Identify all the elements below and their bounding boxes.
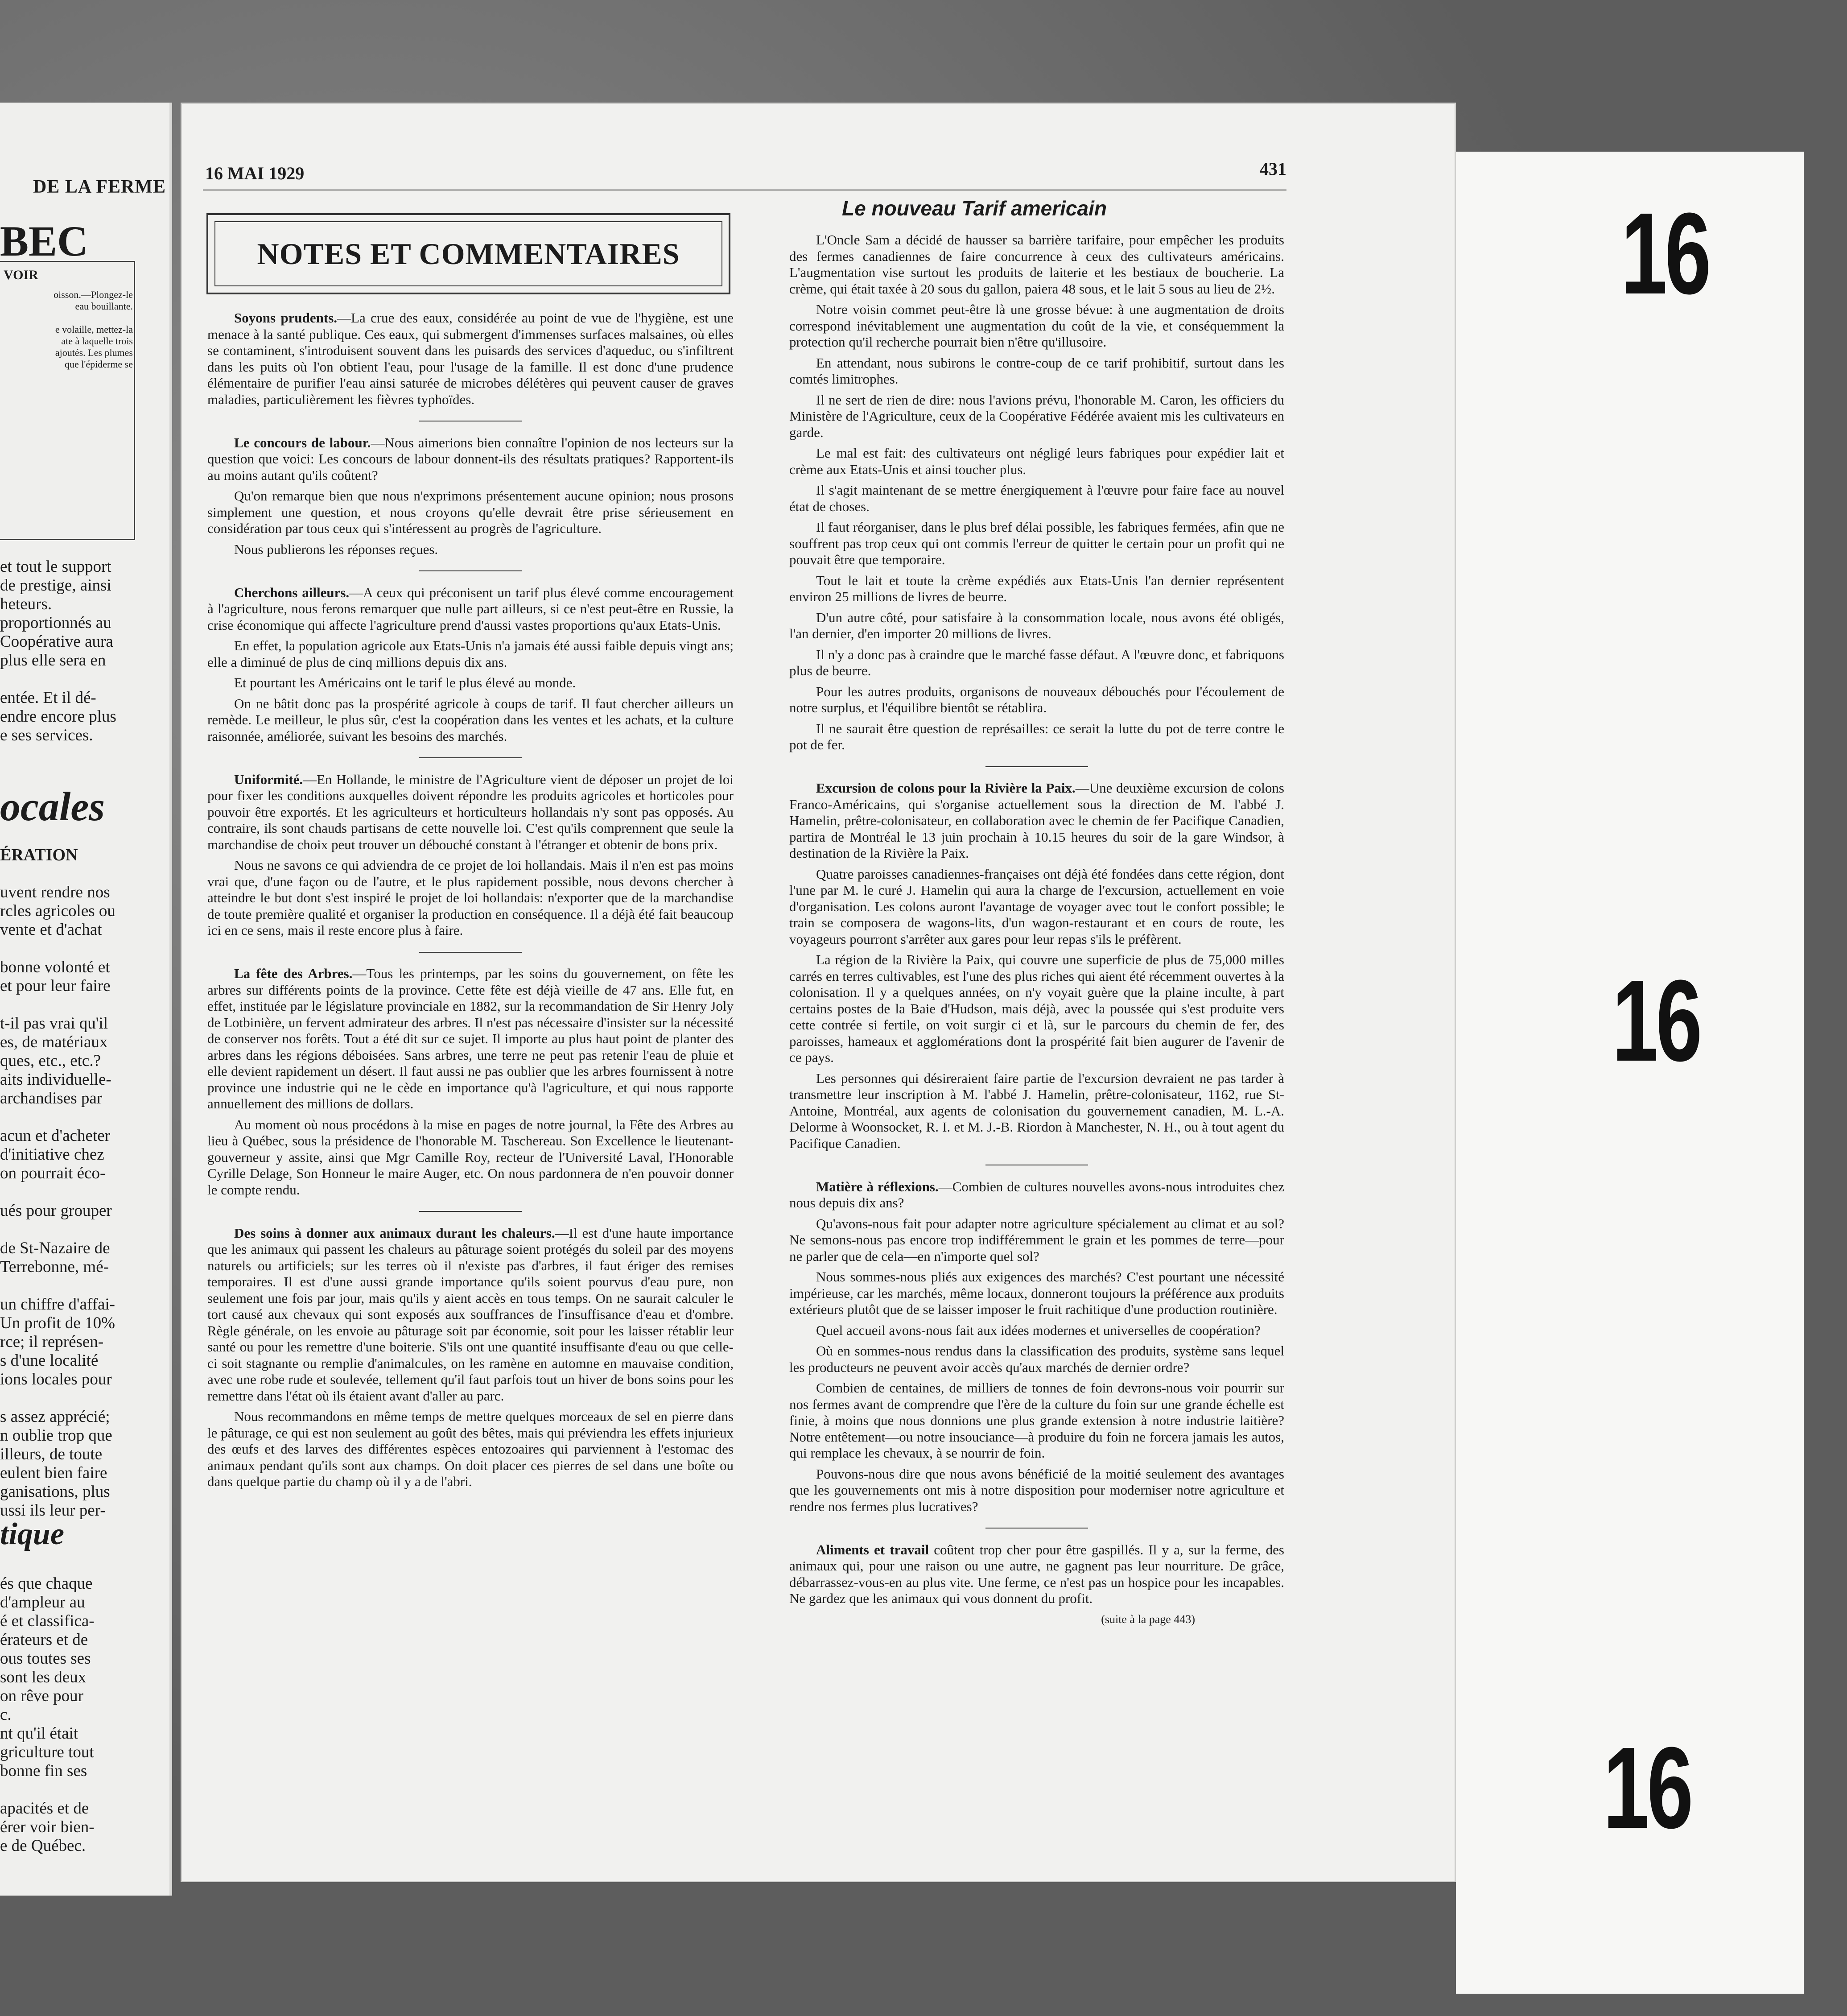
article-heading: Aliments et travail: [816, 1541, 929, 1557]
text-line: eulent bien faire: [0, 1464, 107, 1482]
article-text: Les personnes qui désireraient faire partie de l'excursion devraient ne pas tarder à transmettre leur inscription à M. l'abbé J. Hamelin, prêtre-colonisateur, 1162, rue St-Antoine, Montréal, aux agents de colonisation du gouvernement canadien, M. L.-A. Delorme à Woonsocket, R. I. et M. J.-B. Riordon à Manchester, N. H., ou à tout agent du Pacifique Canadien.: [789, 1070, 1284, 1151]
box-text-line: e volaille, mettez-la: [55, 324, 133, 335]
article-paragraph: [789, 1216, 1284, 1265]
article-paragraph: [789, 1269, 1284, 1318]
article-paragraph: [789, 1322, 1284, 1339]
article-heading: Excursion de colons pour la Rivière la Paix.: [816, 780, 1076, 796]
section-divider: [789, 758, 1284, 774]
box-text-line: oisson.—Plongez-le: [54, 289, 133, 300]
text-line: ous toutes ses: [0, 1649, 91, 1668]
article-text: Le mal est fait: des cultivateurs ont négligé leurs fabriques pour expédier lait et crème aux Etats-Unis et ainsi toucher plus.: [789, 445, 1284, 477]
article-paragraph: [789, 573, 1284, 605]
article-text: Qu'avons-nous fait pour adapter notre agriculture spécialement au climat et au sol? Ne semons-nous pas encore trop indifféremment le grain et les pommes de terre—pour ne parler que de cela—en n'importe quel sol?: [789, 1215, 1284, 1264]
text-line: illeurs, de toute: [0, 1445, 103, 1463]
article-paragraph: [207, 638, 734, 670]
text-line: t-il pas vrai qu'il: [0, 1014, 108, 1033]
text-line: [0, 1220, 165, 1239]
article-text: En effet, la population agricole aux Etats-Unis n'a jamais été aussi faible depuis vingt ans; elle a diminué de plus de cinq millions depuis dix ans.: [207, 638, 734, 670]
section-divider: [207, 943, 734, 960]
section-divider: [207, 749, 734, 765]
article-paragraph: [207, 488, 734, 537]
text-line: et tout le support: [0, 558, 111, 576]
article-text: Nous ne savons ce qui adviendra de ce projet de loi hollandais. Mais il n'en est pas moins vrai que, d'une façon ou de l'autre, et le plus rapidement possible, nous devons chercher à atteindre le but dont s'est inspiré le projet de loi hollandais: n'exporter que de la marchandise de toute première qualité et organiser la production en conséquence. Il a déjà été fait beaucoup ici en ce sens, mais il reste encore plus à faire.: [207, 857, 734, 938]
text-line: d'initiative chez: [0, 1145, 104, 1164]
article-text: Il ne saurait être question de représailles: ce serait la lutte du pot de terre contre le pot de fer.: [789, 720, 1284, 752]
text-line: [0, 1277, 165, 1295]
article-heading: Matière à réflexions.: [816, 1178, 939, 1194]
text-line: rcles agricoles ou: [0, 902, 115, 920]
box-text-line: que l'épiderme se: [64, 359, 133, 370]
left-page-header: DE LA FERME: [33, 177, 166, 197]
box-text-line: ate à laquelle trois: [61, 335, 133, 347]
text-line: acun et d'acheter: [0, 1127, 111, 1145]
page-marker-strip: [1456, 152, 1804, 1994]
left-column: [207, 310, 734, 1495]
article-text: Quel accueil avons-nous fait aux idées modernes et universelles de coopération?: [816, 1322, 1261, 1338]
text-line: on rêve pour: [0, 1687, 83, 1705]
text-line: heteurs.: [0, 595, 52, 613]
article-paragraph: [789, 482, 1284, 515]
article-text: En attendant, nous subirons le contre-coup de ce tarif prohibitif, surtout dans les comtés limitrophes.: [789, 355, 1284, 387]
text-line: on pourrait éco-: [0, 1164, 106, 1182]
text-line: [0, 939, 165, 958]
section-divider: [207, 412, 734, 429]
article-text: —Combien de cultures nouvelles avons-nous introduites chez nous depuis dix ans?: [789, 1178, 1284, 1210]
article-paragraph: [789, 866, 1284, 948]
article-paragraph: [207, 857, 734, 939]
article-lead-paragraph: [207, 435, 734, 484]
article-text: —Nous aimerions bien connaître l'opinion de nos lecteurs sur la question que voici: Les concours de labour donnent-ils des résultats pratiques? Rapportent-ils au moins autant qu'ils coûtent?: [207, 434, 734, 483]
page-marker-top: 16: [1621, 189, 1709, 318]
article-heading: Cherchons ailleurs.: [234, 584, 350, 600]
left-page-text-c: [0, 1574, 165, 1855]
article-lead-paragraph: [207, 585, 734, 634]
text-line: bonne volonté et: [0, 958, 110, 976]
text-line: ués pour grouper: [0, 1202, 112, 1220]
article-text: Il n'y a donc pas à craindre que le marché fasse défaut. A l'œuvre donc, et fabriquons plus de beurre.: [789, 646, 1284, 678]
box-text-line: [4, 312, 133, 324]
article-paragraph: [207, 1117, 734, 1198]
text-line: griculture tout: [0, 1743, 94, 1761]
article-text: Tout le lait et toute la crème expédiés aux Etats-Unis l'an dernier représentent environ 25 millions de livres de beurre.: [789, 572, 1284, 604]
text-line: de St-Nazaire de: [0, 1239, 110, 1257]
text-line: [0, 670, 165, 689]
box-text-line: ajoutés. Les plumes: [55, 347, 133, 358]
left-page-title: BEC: [0, 217, 88, 265]
text-line: c.: [0, 1706, 12, 1724]
article-text: Combien de centaines, de milliers de tonnes de foin devrons-nous voir pourrir sur nos fermes avant de comprendre que l'ère de la culture du foin sur une grande échelle est finie, à moins que nous donnions une plus grande extension à notre industrie laitière? Notre entêtement—ou notre insouciance—à produire du foin ne forcera jamais les autos, qui remplace les chevaux, à se nourrir de foin.: [789, 1380, 1284, 1461]
article-text: Pouvons-nous dire que nous avons bénéficié de la moitié seulement des avantages que les gouvernements ont mis à notre disposition pour moderniser notre agriculture et rendre nos fermes plus lucratives?: [789, 1466, 1284, 1514]
text-line: [0, 1183, 165, 1202]
text-line: archandises par: [0, 1089, 103, 1107]
section-title: NOTES ET COMMENTAIRES: [214, 221, 722, 286]
section-title-box: [206, 213, 730, 294]
article-text: Nous publierons les réponses reçues.: [234, 541, 438, 557]
page-marker-middle: 16: [1612, 956, 1700, 1086]
article-paragraph: [789, 647, 1284, 679]
page-date: 16 MAI 1929: [205, 163, 305, 183]
right-column-title: Le nouveau Tarif americain: [842, 197, 1107, 220]
text-line: apacités et de: [0, 1799, 89, 1818]
right-column: [789, 232, 1284, 1628]
article-paragraph: [207, 1409, 734, 1490]
article-text: —La crue des eaux, considérée au point de vue de l'hygiène, est une menace à la santé publique. Ces eaux, qui submergent d'immenses surfaces malsaines, où elles se contaminent, s'introduisent souvent dans les puisards des services d'aqueduc, ou s'infiltrent dans les puits où l'on obtient l'eau, pour l'usage de la famille. Il est donc d'une prudence élémentaire de purifier l'eau ainsi saturée de microbes délétères qui peuvent causer de graves maladies, particulièrement les fièvres typhoïdes.: [207, 310, 734, 407]
page-number: 431: [1260, 159, 1286, 179]
text-line: [0, 1108, 165, 1127]
article-heading: Le concours de labour.: [234, 434, 371, 450]
article-paragraph: [207, 675, 734, 691]
article-text: —Tous les printemps, par les soins du gouvernement, on fête les arbres sur différents points de la province. Cette fête est déjà vieille de 47 ans. Elle fut, en effet, instituée par le législature provinciale en 1882, sur la recommandation de Sir Henry Joly de Lotbinière, un fervent admirateur des arbres. Il n'est pas nécessaire d'insister sur la nécessité de conserver nos forêts. Tout a été dit sur ce sujet. Il importe au plus haut point de planter des arbres dans les régions déboisées. Sans arbres, une terre ne peut pas retenir l'eau de pluie et elle devient rapidement un désert. Il faut aussi ne pas oublier que les arbres fournissent à notre province une industrie qui ne le cède en importance qu'à l'agriculture, et qui nous rapporte annuellement des millions de dollars.: [207, 966, 734, 1111]
article-paragraph: [207, 541, 734, 558]
article-text: Il ne sert de rien de dire: nous l'avions prévu, l'honorable M. Caron, les officiers du Ministère de l'Agriculture, ceux de la Coopérative Fédérée avaient mis les cultivateurs en garde.: [789, 392, 1284, 440]
text-line: e ses services.: [0, 726, 93, 744]
article-heading: La fête des Arbres.: [234, 966, 353, 981]
left-page-section-heading: ocales: [0, 784, 105, 829]
article-text: Il s'agit maintenant de se mettre énergiquement à l'œuvre pour faire face au nouvel état de choses.: [789, 482, 1284, 514]
text-line: Un profit de 10%: [0, 1314, 115, 1332]
text-line: és que chaque: [0, 1574, 93, 1593]
text-line: é et classifica-: [0, 1612, 95, 1630]
article-text: —En Hollande, le ministre de l'Agriculture vient de déposer un projet de loi pour fixer les conditions auxquelles doivent répondre les produits agricoles et horticoles pour pouvoir être exportés. Et les agriculteurs et horticulteurs hollandais n'y sont pas opposés. Au contraire, ils sont chauds partisans de cette nouvelle loi. C'est qu'ils comprennent que seule la marchandise de choix peut trouver un débouché constant à l'étranger et obtenir de bons prix.: [207, 771, 734, 852]
article-paragraph: [789, 232, 1284, 297]
newspaper-page: [181, 103, 1456, 1882]
left-box-title: VOIR: [4, 268, 38, 282]
article-lead-paragraph: [789, 780, 1284, 862]
article-lead-paragraph: [207, 310, 734, 408]
text-line: ussi ils leur per-: [0, 1501, 106, 1520]
article-paragraph: [789, 1343, 1284, 1376]
article-text: Au moment où nous procédons à la mise en pages de notre journal, la Fête des Arbres au lieu à Québec, sous la présidence de l'honorable M. Taschereau. Son Excellence le lieutenant-gouverneur y assite, ainsi que Mgr Camille Roy, recteur de l'Université Laval, l'Honorable Cyrille Delage, Son Honneur le maire Auger, etc. On nous pardonnera de n'en pouvoir donner le compte rendu.: [207, 1116, 734, 1198]
article-text: Quatre paroisses canadiennes-françaises ont déjà été fondées dans cette région, dont l'une par M. le curé J. Hamelin qui aura la charge de l'excursion, actuellement en voie d'organisation. Les colons auront l'avantage de voyager avec tout le confort possible; le train se composera de wagons-lits, d'un wagon-restaurant et en cours de route, les voyageurs pourront s'arrêter aux gares pour leur repas s'ils le préfèrent.: [789, 866, 1284, 947]
article-paragraph: [789, 392, 1284, 441]
text-line: entée. Et il dé-: [0, 689, 96, 707]
text-line: érer voir bien-: [0, 1818, 95, 1836]
article-text: —Il est d'une haute importance que les animaux qui passent les chaleurs au pâturage soient protégés du soleil par des moyens naturels ou artificiels; sur les terres où il n'existe pas d'arbres, il faut ériger des remises temporaires. Il est d'une aussi grande importance qu'ils soient pourvus d'eau pure, non seulement une fois par jour, mais qu'ils y aient accès en tous temps. On ne saurait calculer le tort causé aux chevaux qui sont exposés aux souffrances de l'insuffisance d'eau et d'ombre. Règle générale, on les envoie au pâturage soit par économie, soit pour les laisser rétablir leur santé ou pour les remettre d'une boiterie. S'ils ont une quantité insuffisante d'eau ou que celle-ci soit stagnante ou remplie d'animalcules, on les ramène en automne en mauvaise condition, avec une robe rude et soulevée, tellement qu'il faut parfois tout un hiver de bons soins pour les remettre dans l'état où ils étaient avant d'aller au parc.: [207, 1225, 734, 1404]
article-text: L'Oncle Sam a décidé de hausser sa barrière tarifaire, pour empêcher les produits des fermes canadiennes de faire concurrence à ceux des cultivateurs américains. L'augmentation vise surtout les produits de laiterie et les bestiaux de boucherie. La crème, qui était taxée à 20 sous du gallon, paiera 48 sous, et le lait 5 sous au lieu de 2½.: [789, 232, 1284, 297]
text-line: e de Québec.: [0, 1837, 86, 1855]
box-text-line: eau bouillante.: [75, 301, 133, 312]
page-marker-bottom: 16: [1603, 1723, 1691, 1853]
text-line: ganisations, plus: [0, 1483, 110, 1501]
article-paragraph: [789, 721, 1284, 753]
text-line: [0, 1389, 165, 1408]
text-line: s d'une localité: [0, 1351, 99, 1370]
section-divider: [207, 1202, 734, 1219]
article-text: D'un autre côté, pour satisfaire à la consommation locale, nous avons été obligés, l'an dernier, d'en importer 20 millions de livres.: [789, 609, 1284, 641]
article-paragraph: [789, 684, 1284, 716]
text-line: vente et d'achat: [0, 921, 102, 939]
text-line: nt qu'il était: [0, 1724, 78, 1743]
article-text: Pour les autres produits, organisons de nouveaux débouchés pour l'écoulement de notre surplus, et l'équilibre bientôt se rétablira.: [789, 683, 1284, 715]
section-divider: [789, 1519, 1284, 1536]
article-paragraph: [789, 1070, 1284, 1152]
article-text: —Une deuxième excursion de colons Franco-Américains, qui s'organise actuellement sous la direction de M. l'abbé J. Hamelin, prêtre-colonisateur, en collaboration avec le chemin de fer Pacifique Canadien, partira de Montréal le 13 juin prochain à 10.15 heures du soir de la gare Windsor, à destination de la Rivière la Paix.: [789, 780, 1284, 861]
article-text: La région de la Rivière la Paix, qui couvre une superficie de plus de 75,000 milles carrés en terres cultivables, est l'une des plus riches qui aient été récemment ouvertes à la colonisation. Il y a quelques années, on n'y voyait guère que la plaine inculte, à part certains postes de la Baie d'Hudson, mais déjà, avec la poussée qui s'est produite vers cette contrée si fertile, on voit surgir ci et là, sur le parcours du chemin de fer, des paroisses, hameaux et agglomérations dont la prospérité fait bien augurer de l'avenir de ce pays.: [789, 952, 1284, 1065]
text-line: aits individuelle-: [0, 1070, 111, 1089]
article-text: Notre voisin commet peut-être là une grosse bévue: à une augmentation de droits correspond inévitablement une augmentation du coût de la vie, et conséquemment la protection qu'il recherche pourrait bien n'être qu'illusoire.: [789, 302, 1284, 350]
article-text: Nous recommandons en même temps de mettre quelques morceaux de sel en pierre dans le pâturage, ce qui est non seulement au goût des bêtes, mais qui préviendra les effets injurieux des œufs et des larves des différentes espèces entozoaires qui parviennent à l'estomac des animaux pendant qu'ils sont aux champs. On doit placer ces pierres de sel dans une boîte ou dans quelque partie du champ où il y a de l'abri.: [207, 1409, 734, 1489]
text-line: plus elle sera en: [0, 651, 106, 669]
text-line: de prestige, ainsi: [0, 576, 111, 595]
article-lead-paragraph: [207, 1225, 734, 1405]
article-heading: Uniformité.: [234, 771, 303, 787]
article-text: Où en sommes-nous rendus dans la classification des produits, système sans lequel les producteurs ne peuvent avoir accès qu'aux marchés de dernier ordre?: [789, 1343, 1284, 1375]
text-line: et pour leur faire: [0, 977, 111, 995]
left-page-box: [0, 261, 135, 540]
article-lead-paragraph: [207, 966, 734, 1112]
left-box-text: [4, 289, 133, 370]
left-page-section-heading-2: tique: [0, 1517, 64, 1551]
text-line: es, de matériaux: [0, 1033, 108, 1051]
text-line: endre encore plus: [0, 707, 116, 726]
left-page-text-a: [0, 558, 165, 745]
left-page-text-b: [0, 883, 165, 1520]
article-text: Et pourtant les Américains ont le tarif le plus élevé au monde.: [234, 675, 576, 690]
article-text: Nous sommes-nous pliés aux exigences des marchés? C'est pourtant une nécessité impérieuse, car les marchés, même locaux, donneront toujours la préférence aux produits extérieurs plutôt que de se laisser imposer le fruit rachitique d'une production routinière.: [789, 1269, 1284, 1317]
text-line: Coopérative aura: [0, 632, 113, 651]
text-line: rce; il représen-: [0, 1333, 104, 1351]
text-line: d'ampleur au: [0, 1593, 85, 1611]
text-line: ques, etc., etc.?: [0, 1052, 101, 1070]
article-lead-paragraph: [789, 1542, 1284, 1607]
text-line: proportionnés au: [0, 614, 111, 632]
text-line: sont les deux: [0, 1668, 87, 1686]
text-line: n oublie trop que: [0, 1426, 112, 1445]
article-paragraph: [789, 1466, 1284, 1515]
section-divider: [789, 1156, 1284, 1173]
article-text: On ne bâtit donc pas la prospérité agricole à coups de tarif. Il faut chercher ailleurs un remède. Le meilleur, le plus sûr, c'est la coopération dans les ventes et les achats, et la culture raisonnée, améliorée, suivant les besoins des marchés.: [207, 695, 734, 744]
article-paragraph: [789, 1380, 1284, 1462]
article-paragraph: [789, 610, 1284, 642]
article-lead-paragraph: [789, 1179, 1284, 1211]
article-paragraph: [789, 302, 1284, 351]
text-line: [0, 996, 165, 1014]
text-line: un chiffre d'affai-: [0, 1295, 115, 1314]
article-heading: Soyons prudents.: [234, 310, 338, 326]
article-paragraph: [789, 355, 1284, 388]
article-lead-paragraph: [207, 772, 734, 853]
text-line: Terrebonne, mé-: [0, 1258, 109, 1276]
article-text: coûtent trop cher pour être gaspillés. Il y a, sur la ferme, des animaux qui, pour une raison ou une autre, ne gagnent pas leur nourriture. De grâce, débarrassez-vous-en au plus vite. Une ferme, ce n'est pas un hospice pour les incapables. Ne gardez que les animaux qui vous donnent du profit.: [789, 1541, 1284, 1606]
article-text: Qu'on remarque bien que nous n'exprimons présentement aucune opinion; nous prosons simplement une question, et nous croyons qu'elle devrait être prise sérieusement en considération par tous ceux qui s'intéressent au progrès de l'agriculture.: [207, 488, 734, 536]
left-adjacent-page: [0, 103, 169, 1896]
text-line: [0, 1781, 165, 1799]
article-paragraph: [207, 696, 734, 745]
text-line: ions locales pour: [0, 1370, 112, 1388]
article-heading: Des soins à donner aux animaux durant les chaleurs.: [234, 1225, 555, 1241]
text-line: uvent rendre nos: [0, 883, 110, 901]
continuation-note: (suite à la page 443): [1101, 1612, 1195, 1626]
article-paragraph: [789, 445, 1284, 478]
article-text: Il faut réorganiser, dans le plus bref délai possible, les fabriques fermées, afin que ne souffrent pas trop ceux qui ont commis l'erreur de quitter le certain pour un profit qui ne pouvait être que temporaire.: [789, 519, 1284, 567]
article-paragraph: [789, 519, 1284, 568]
text-line: bonne fin ses: [0, 1762, 87, 1780]
text-line: érateurs et de: [0, 1631, 88, 1649]
text-line: s assez apprécié;: [0, 1408, 110, 1426]
article-paragraph: [789, 952, 1284, 1066]
article-text: —A ceux qui préconisent un tarif plus élevé comme encouragement à l'agriculture, nous ferons remarquer que nulle part ailleurs, si ce n'est peut-être en Russie, la crise économique qui affecte l'agriculture prend d'aussi vastes proportions qu'aux Etats-Unis.: [207, 584, 734, 633]
section-divider: [207, 562, 734, 578]
left-page-subheading: ÉRATION: [0, 846, 78, 864]
